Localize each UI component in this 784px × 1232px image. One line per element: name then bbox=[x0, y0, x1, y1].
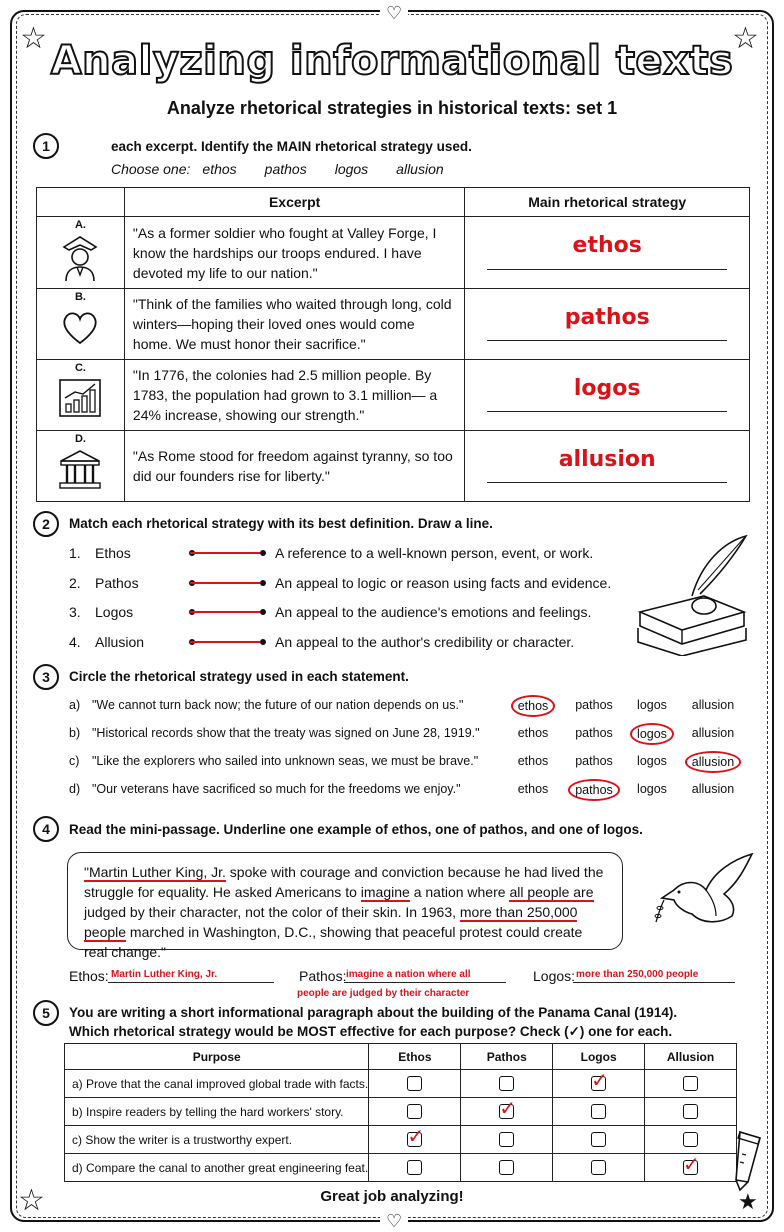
pathos-answer-line-2[interactable]: people are judged by their character bbox=[297, 988, 470, 999]
section-3-instruction: Circle the rhetorical strategy used in each statement. bbox=[69, 669, 409, 684]
table-row bbox=[37, 360, 750, 431]
table-row bbox=[37, 431, 750, 502]
statement-text: "Historical records show that the treaty was signed on June 28, 1919." bbox=[92, 726, 480, 740]
checkmark-icon: ✓ bbox=[591, 1068, 608, 1093]
excerpt-text: "As a former soldier who fought at Valley Forge, I know the hardships our troops endured. I have devoted my life to our nation." bbox=[124, 217, 465, 289]
checkbox[interactable] bbox=[683, 1076, 698, 1091]
ethos-label: Ethos: bbox=[69, 968, 109, 984]
table-row bbox=[65, 1070, 737, 1098]
statement-letter: a) bbox=[69, 698, 81, 712]
ethos-answer[interactable]: Martin Luther King, Jr. bbox=[111, 969, 218, 980]
checkbox[interactable] bbox=[499, 1160, 514, 1175]
col-purpose: Purpose bbox=[65, 1044, 369, 1070]
match-number: 4. bbox=[69, 634, 81, 650]
answer-text[interactable]: pathos bbox=[564, 305, 650, 330]
underline-ethos[interactable]: "Martin Luther King, Jr. bbox=[84, 864, 226, 880]
circled-option: logos bbox=[630, 723, 674, 745]
statement-text: "We cannot turn back now; the future of our nation depends on us." bbox=[92, 698, 464, 712]
choice-ethos: ethos bbox=[202, 161, 237, 177]
match-line[interactable] bbox=[190, 611, 260, 613]
underline-pathos[interactable]: imagine bbox=[360, 884, 410, 900]
star-icon: ☆ bbox=[732, 21, 759, 56]
checkbox[interactable] bbox=[407, 1104, 422, 1119]
match-term: Ethos bbox=[95, 545, 131, 561]
answer-line bbox=[487, 269, 727, 270]
logos-answer-line bbox=[573, 982, 735, 983]
passage-text: marched in Washington, D.C., showing that peaceful protest could create real change." bbox=[84, 924, 583, 960]
section-1-instruction: each excerpt. Identify the MAIN rhetorical strategy used. bbox=[111, 139, 472, 154]
checkbox[interactable] bbox=[591, 1132, 606, 1147]
excerpt-text: "Think of the families who waited through long, cold winters—hoping their loved ones would come home. We must honor their sacrifice." bbox=[124, 289, 465, 360]
match-number: 1. bbox=[69, 545, 81, 561]
option-pathos[interactable] bbox=[563, 779, 625, 801]
match-line[interactable] bbox=[190, 641, 260, 643]
section-5-instruction-1: You are writing a short informational paragraph about the building of the Panama Canal (1914). bbox=[69, 1005, 678, 1020]
match-term: Logos bbox=[95, 604, 134, 620]
option-ethos[interactable]: ethos bbox=[517, 782, 549, 796]
checkbox-checked[interactable] bbox=[591, 1068, 608, 1093]
dove-icon bbox=[654, 850, 758, 936]
underline-pathos[interactable]: all people are bbox=[509, 884, 594, 900]
option-ethos[interactable]: ethos bbox=[517, 754, 549, 768]
purpose-text: a) Prove that the canal improved global trade with facts. bbox=[65, 1070, 369, 1098]
table-row bbox=[37, 217, 750, 289]
purpose-text: b) Inspire readers by telling the hard workers' story. bbox=[65, 1098, 369, 1126]
pathos-answer-line-1[interactable]: imagine a nation where all bbox=[346, 969, 471, 980]
passage-text: a nation where bbox=[409, 884, 510, 900]
choose-options bbox=[111, 161, 472, 177]
match-definition: An appeal to logic or reason using facts and evidence. bbox=[275, 575, 612, 591]
section-number: 1 bbox=[33, 133, 59, 159]
star-icon: ☆ bbox=[20, 21, 47, 56]
col-ethos: Ethos bbox=[369, 1044, 461, 1070]
option-logos[interactable]: logos bbox=[637, 754, 667, 768]
underline-logos[interactable]: more than 250,000 people bbox=[84, 904, 578, 940]
heart-ornament-icon: ♡ bbox=[380, 3, 408, 24]
answer-line bbox=[487, 411, 727, 412]
match-definition: An appeal to the author's credibility or character. bbox=[275, 634, 575, 650]
match-number: 3. bbox=[69, 604, 81, 620]
books-and-quill-icon bbox=[632, 532, 750, 656]
row-letter: D. bbox=[74, 433, 86, 445]
section-2-instruction: Match each rhetorical strategy with its best definition. Draw a line. bbox=[69, 516, 493, 531]
row-letter: A. bbox=[74, 219, 86, 231]
excerpt-text: "As Rome stood for freedom against tyranny, so too did our founders rise for liberty." bbox=[124, 431, 465, 502]
bar-chart-icon bbox=[57, 376, 103, 420]
statement-letter: c) bbox=[69, 754, 80, 768]
match-term: Allusion bbox=[95, 634, 145, 650]
excerpt-text: "In 1776, the colonies had 2.5 million people. By 1783, the population had grown to 3.1 million— a 24% increase, showing our strength." bbox=[124, 360, 465, 431]
excerpt-table bbox=[36, 187, 750, 502]
pathos-label: Pathos: bbox=[299, 968, 347, 984]
row-letter: B. bbox=[74, 291, 86, 303]
answer-line bbox=[487, 340, 727, 341]
section-number: 2 bbox=[33, 511, 59, 537]
option-logos[interactable] bbox=[621, 723, 683, 745]
option-pathos[interactable]: pathos bbox=[575, 726, 613, 740]
checkbox-checked[interactable] bbox=[499, 1096, 517, 1121]
statement-letter: b) bbox=[69, 726, 81, 740]
table-row bbox=[65, 1098, 737, 1126]
circled-option: pathos bbox=[568, 779, 620, 801]
match-line[interactable] bbox=[190, 552, 260, 554]
choose-label: Choose one: bbox=[111, 161, 191, 177]
logos-label: Logos: bbox=[533, 968, 576, 984]
match-line[interactable] bbox=[190, 582, 260, 584]
circled-option: allusion bbox=[685, 751, 741, 773]
option-ethos[interactable]: ethos bbox=[517, 726, 549, 740]
passage-text: spoke with courage and conviction because he had lived the struggle for equality. He asked Americans to bbox=[84, 864, 604, 900]
statement-text: "Our veterans have sacrificed so much for the freedoms we enjoy." bbox=[92, 782, 461, 796]
option-logos[interactable]: logos bbox=[637, 782, 667, 796]
checkbox[interactable] bbox=[683, 1132, 698, 1147]
pillared-building-icon bbox=[57, 447, 103, 491]
pencil-icon bbox=[726, 1128, 768, 1194]
statement-letter: d) bbox=[69, 782, 81, 796]
section-number: 4 bbox=[33, 816, 59, 842]
answer-text[interactable]: ethos bbox=[572, 233, 642, 258]
match-dot bbox=[260, 639, 266, 645]
checkbox[interactable] bbox=[591, 1160, 606, 1175]
checkbox[interactable] bbox=[407, 1076, 422, 1091]
section-number: 3 bbox=[33, 664, 59, 690]
star-icon: ☆ bbox=[18, 1183, 45, 1218]
passage-text: judged by their character, not the color of their skin. In 1963, bbox=[84, 904, 460, 920]
match-definition: An appeal to the audience's emotions and feelings. bbox=[275, 604, 592, 620]
table-row bbox=[37, 289, 750, 360]
footer-message: Great job analyzing! bbox=[320, 1188, 464, 1205]
match-number: 2. bbox=[69, 575, 81, 591]
section-number: 5 bbox=[33, 1000, 59, 1026]
heart-icon bbox=[58, 305, 102, 349]
choice-logos: logos bbox=[334, 161, 369, 177]
option-pathos[interactable]: pathos bbox=[575, 698, 613, 712]
checkbox-checked[interactable] bbox=[407, 1124, 425, 1149]
statement-text: "Like the explorers who sailed into unknown seas, we must be brave." bbox=[92, 754, 479, 768]
choice-allusion: allusion bbox=[396, 161, 444, 177]
match-term: Pathos bbox=[95, 575, 139, 591]
col-strategy: Main rhetorical strategy bbox=[465, 188, 750, 217]
option-allusion[interactable]: allusion bbox=[691, 726, 735, 740]
mini-passage bbox=[67, 852, 623, 960]
option-pathos[interactable]: pathos bbox=[575, 754, 613, 768]
col-pathos: Pathos bbox=[461, 1044, 553, 1070]
checkbox[interactable] bbox=[407, 1160, 422, 1175]
option-allusion[interactable]: allusion bbox=[691, 782, 735, 796]
col-excerpt: Excerpt bbox=[124, 188, 465, 217]
answer-text[interactable]: allusion bbox=[558, 447, 656, 472]
match-dot bbox=[260, 609, 266, 615]
match-dot bbox=[260, 580, 266, 586]
purpose-table bbox=[64, 1043, 737, 1182]
heart-ornament-icon: ♡ bbox=[380, 1211, 408, 1232]
purpose-text: d) Compare the canal to another great engineering feat. bbox=[65, 1154, 369, 1182]
logos-answer[interactable]: more than 250,000 people bbox=[576, 969, 699, 980]
ethos-answer-line bbox=[108, 982, 274, 983]
col-logos: Logos bbox=[553, 1044, 645, 1070]
table-row bbox=[65, 1154, 737, 1182]
checkbox-checked[interactable] bbox=[683, 1152, 700, 1177]
soldier-icon bbox=[58, 233, 102, 283]
checkmark-icon: ✓ bbox=[407, 1124, 425, 1149]
choice-pathos: pathos bbox=[264, 161, 307, 177]
page-title: Analyzing informational texts bbox=[50, 38, 734, 84]
answer-line bbox=[487, 482, 727, 483]
checkbox[interactable] bbox=[499, 1076, 514, 1091]
match-definition: A reference to a well-known person, event, or work. bbox=[275, 545, 594, 561]
section-4-instruction: Read the mini-passage. Underline one example of ethos, one of pathos, and one of logos. bbox=[69, 822, 643, 837]
checkbox[interactable] bbox=[499, 1132, 514, 1147]
answer-text[interactable]: logos bbox=[573, 376, 641, 401]
row-letter: C. bbox=[74, 362, 86, 374]
option-logos[interactable]: logos bbox=[637, 698, 667, 712]
option-ethos[interactable] bbox=[502, 695, 564, 717]
match-dot bbox=[260, 550, 266, 556]
purpose-text: c) Show the writer is a trustworthy expert. bbox=[65, 1126, 369, 1154]
checkbox[interactable] bbox=[683, 1104, 698, 1119]
table-row bbox=[65, 1126, 737, 1154]
checkbox[interactable] bbox=[591, 1104, 606, 1119]
circled-option: ethos bbox=[511, 695, 556, 717]
section-5-instruction-2: Which rhetorical strategy would be MOST effective for each purpose? Check (✓) one for each. bbox=[69, 1024, 673, 1039]
option-allusion[interactable]: allusion bbox=[691, 698, 735, 712]
col-allusion: Allusion bbox=[645, 1044, 737, 1070]
checkmark-icon: ✓ bbox=[499, 1096, 517, 1121]
pathos-answer-line bbox=[344, 982, 506, 983]
checkmark-icon: ✓ bbox=[683, 1152, 700, 1177]
option-allusion[interactable] bbox=[682, 751, 744, 773]
star-icon: ★ bbox=[738, 1190, 758, 1215]
col-icon bbox=[37, 188, 125, 217]
page-subtitle: Analyze rhetorical strategies in historical texts: set 1 bbox=[166, 98, 618, 118]
